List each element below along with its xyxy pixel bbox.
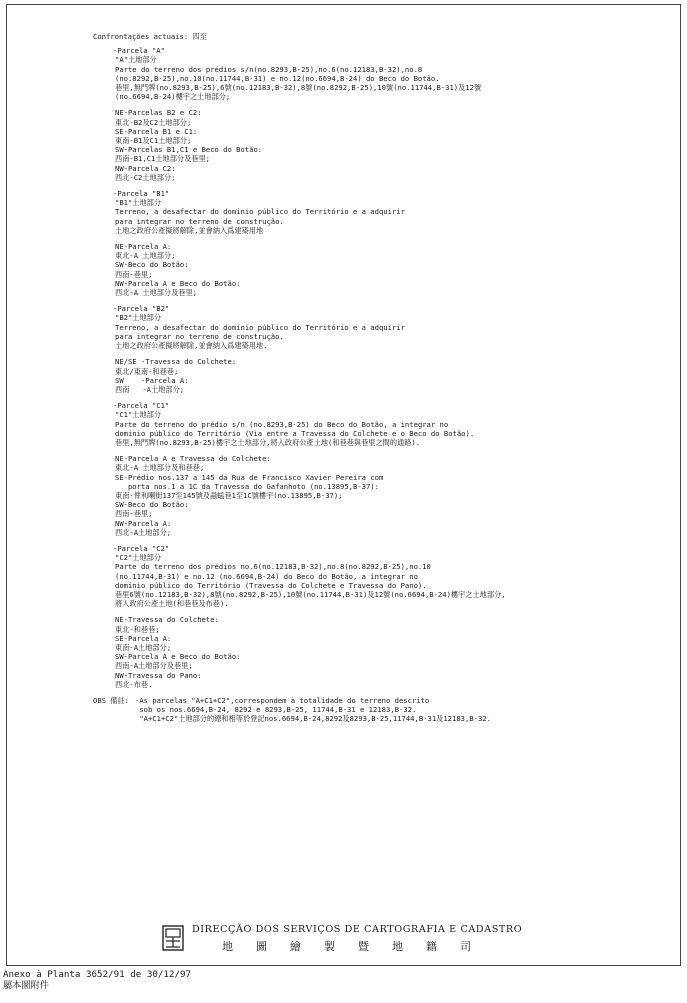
- parcel-section: [93, 304, 593, 394]
- parcel-description-line: Parte do terreno dos prédios s/n(no.8293,B-25),no.6(no.12183,B-32),no.8: [115, 64, 423, 74]
- parcel-list: [93, 46, 593, 689]
- confrontation-line: NW-Travessa do Pano:: [115, 670, 202, 680]
- obs-line: -As parcelas "A+C1+C2",correspondem à totalidade do terreno descrito: [135, 696, 430, 705]
- obs-line: sob os nos.6694,B-24, 8292 e 8293,B-25, 11744,B-31 e 12183,B-32.: [135, 705, 417, 715]
- document-title: Confrontações actuais: 四至: [93, 32, 207, 41]
- confrontation-line: 東南-A土地部分;: [115, 642, 172, 652]
- parcel-heading: -Parcela "A": [113, 46, 165, 56]
- parcel-description-line: Terreno, a desafectar do domínio público do Território e a adquirir: [115, 207, 405, 217]
- parcel-heading: -Parcela "C1": [113, 401, 170, 411]
- confrontation-line: 東南-B1及C1土地部分;: [115, 136, 192, 146]
- parcel-description-line: 土地之政府公產擬將解除,並會納入爲建築用地: [115, 225, 264, 235]
- confrontation-line: SE-Parcela A:: [115, 633, 172, 643]
- confrontation-line: NE-Parcelas B2 e C2:: [115, 108, 202, 118]
- parcel-description-line: "A"土地部分: [115, 55, 157, 65]
- confrontation-line: NE-Travessa do Colchete:: [115, 615, 219, 625]
- parcel-description-line: (no.8292,B-25),no.10(no.11744,B-31) e no.12(no.6694,B-24) do Beco do Botão.: [115, 73, 440, 83]
- parcel-section: [93, 46, 593, 182]
- parcel-heading: -Parcela "B1": [113, 189, 170, 199]
- confrontation-line: NE-Parcela A:: [115, 242, 172, 252]
- parcel-description-line: Terreno, a desafectar do domínio público do Território e a adquirir: [115, 322, 405, 332]
- parcel-description-line: "B1"土地部分: [115, 198, 162, 208]
- confrontation-line: 東北-A 土地部分;: [115, 251, 176, 261]
- parcel-description-line: Parte do terreno dos prédios no.6(no.12183,B-32),no.8(no.8292,B-25),no.10: [115, 562, 431, 572]
- parcel-description-line: para integrar no terreno de construção.: [115, 331, 284, 341]
- parcel-section: [93, 544, 593, 689]
- parcel-description-line: 巷里,無門牌(no.8293,B-25),6號(no.12183,B-32),8號(no.8292,B-25),10號(no.11744,B-31)及12號: [115, 83, 482, 93]
- parcel-description-line: 將入政府公產土地(和巷巷及布巷).: [115, 599, 229, 609]
- confrontation-line: 東北-B2及C2土地部分;: [115, 117, 192, 127]
- document-sheet: [6, 4, 681, 966]
- confrontation-line: SW-Parcela A e Beco do Botão:: [115, 652, 241, 662]
- confrontation-list: [93, 357, 593, 394]
- parcel-section: [93, 401, 593, 537]
- confrontation-line: SW-Parcelas B1,C1 e Beco do Botão:: [115, 145, 263, 155]
- confrontation-line: NE-Parcela A e Travessa do Colchete:: [115, 454, 271, 464]
- confrontations-text: [93, 32, 593, 724]
- confrontation-line: 西南-巷里;: [115, 269, 153, 279]
- confrontation-line: NW-Parcela C2:: [115, 163, 176, 173]
- confrontation-line: 東北-A 土地部分及和巷巷;: [115, 463, 205, 473]
- parcel-description-line: 巷里6號(no.12183,B-32),8號(no.8292,B-25),10號(no.11744,B-31)及12號(no.6694,B-24)樓宇之土地部分,: [115, 589, 506, 599]
- parcel-description-line: "B2"土地部分: [115, 313, 162, 323]
- parcel-heading: -Parcela "C2": [113, 543, 170, 553]
- annex-note: [3, 969, 191, 991]
- parcel-description-line: domínio público do Território (Travessa do Colchete e Travessa do Pano).: [115, 580, 427, 590]
- confrontation-line: 西北-A 土地部分及巷里;: [115, 288, 197, 298]
- parcel-section: [93, 189, 593, 297]
- confrontation-line: 西南-B1,C1土地部分及巷里;: [115, 154, 210, 164]
- confrontation-line: SW-Beco do Botão:: [115, 260, 189, 270]
- obs-line: "A+C1+C2"土地部分的總和相等於登記nos.6694,B-24,8292及8293,B-25,11744,B-31及12183,B-32.: [135, 714, 491, 724]
- confrontation-line: SE-Parcela B1 e C1:: [115, 126, 198, 136]
- agency-footer: [162, 922, 582, 954]
- confrontation-line: NE/SE -Travessa do Colchete:: [115, 357, 237, 367]
- confrontation-line: 東南-俾利喇街137至145號及蝨蜢巷1至1C號樓宇(no.13895,B-37);: [115, 490, 343, 500]
- annex-line-zh: 屬本圖附件: [3, 980, 49, 991]
- confrontation-line: 西北-A土地部分;: [115, 527, 172, 537]
- agency-name-pt: DIRECÇÃO DOS SERVIÇOS DE CARTOGRAFIA E CADASTRO: [192, 924, 523, 935]
- parcel-description-line: "C1"土地部分: [115, 410, 162, 420]
- confrontation-line: 東北/東南-和巷巷;: [115, 366, 179, 376]
- confrontation-line: porta nos.1 a 1C da Travessa do Gafanhoto (no.13895,B-37):: [115, 481, 379, 491]
- obs-body: [135, 696, 593, 724]
- confrontation-line: 西南-巷里;: [115, 509, 153, 519]
- annex-line-pt: Anexo à Planta 3652/91 de 30/12/97: [3, 969, 192, 980]
- confrontation-line: 西北-布巷.: [115, 679, 153, 689]
- confrontation-line: SW -Parcela A:: [115, 375, 189, 385]
- confrontation-line: 東北-和巷巷;: [115, 624, 160, 634]
- parcel-description-line: (no.11744,B-31) e no.12 (no.6694,B-24) do Beco do Botão, a integrar no: [115, 571, 418, 581]
- agency-name-zh: 地圖繪製暨地籍司: [222, 940, 494, 953]
- parcel-description-line: domínio público do Território (Via entre a Travessa do Colchete e o Beco do Botão).: [115, 428, 475, 438]
- agency-logo-icon: [162, 925, 184, 951]
- confrontation-line: NW-Parcela A:: [115, 518, 172, 528]
- confrontation-line: NW-Parcela A e Beco do Botão:: [115, 278, 241, 288]
- confrontation-list: [93, 454, 593, 537]
- confrontation-line: 西南-A土地部分及巷里;: [115, 661, 193, 671]
- obs-note: [93, 696, 593, 724]
- confrontation-list: [93, 108, 593, 182]
- parcel-description-line: 土地之政府公產擬將解除,並會納入爲建築用地.: [115, 341, 268, 351]
- confrontation-line: 西南 -A土地部分;: [115, 384, 185, 394]
- confrontation-line: SE-Prédio nos.137 a 145 da Rua de Francisco Xavier Pereira com: [115, 472, 384, 482]
- confrontation-line: SW-Beco do Botão:: [115, 500, 189, 510]
- parcel-description-line: para integrar no terreno de construção.: [115, 216, 284, 226]
- confrontation-list: [93, 242, 593, 297]
- parcel-heading: -Parcela "B2": [113, 304, 170, 314]
- obs-label: OBS 備註:: [93, 696, 130, 705]
- parcel-description-line: Parte do terreno do prédio s/n (no.8293,B-25) do Beco do Botão, a integrar no: [115, 419, 449, 429]
- parcel-description-line: 巷里,無門牌(no.8293,B-25)樓宇之土地部分,將入政府公產土地(和巷巷與巷里之間的通路).: [115, 437, 421, 447]
- confrontation-line: 西北-C2土地部分;: [115, 172, 176, 182]
- confrontation-list: [93, 615, 593, 689]
- parcel-description-line: (no.6694,B-24)樓宇之土地部分;: [115, 92, 231, 102]
- parcel-description-line: "C2"土地部分: [115, 553, 162, 563]
